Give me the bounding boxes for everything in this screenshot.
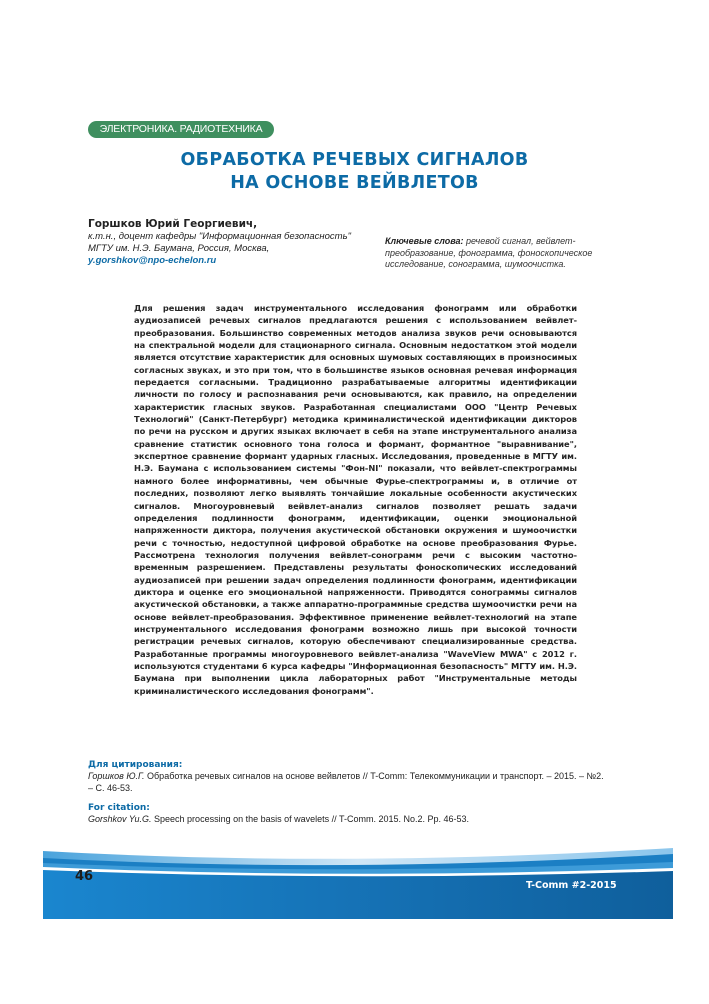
citation-en-author: Gorshkov Yu.G. bbox=[88, 814, 152, 824]
article-title bbox=[100, 149, 609, 195]
keywords-block bbox=[385, 236, 635, 271]
page-number: 46 bbox=[75, 869, 94, 884]
citation-ru bbox=[88, 760, 608, 794]
citation-ru-text bbox=[88, 771, 608, 794]
citation-en-body: Speech processing on the basis of wavelets // T-Comm. 2015. No.2. Pp. 46-53. bbox=[151, 814, 470, 824]
author-name: Горшков Юрий Георгиевич, bbox=[88, 218, 258, 230]
keywords-text: речевой сигнал, вейвлет-преобразование, фонограмма, фоноскопическое исследование, сонограмма, шумоочистка. bbox=[385, 236, 593, 270]
author-position: к.т.н., доцент кафедры "Информационная безопасность" bbox=[88, 231, 351, 242]
author-affiliation: МГТУ им. Н.Э. Баумана, Россия, Москва, bbox=[88, 243, 270, 254]
author-block bbox=[88, 218, 378, 267]
citation-ru-body: Обработка речевых сигналов на основе вейвлетов // T-Comm: Телекоммуникации и транспорт. – 2015. – №2. – С. 46-53. bbox=[88, 771, 604, 793]
citation-en bbox=[88, 803, 608, 826]
title-line-1: ОБРАБОТКА РЕЧЕВЫХ СИГНАЛОВ bbox=[180, 150, 529, 170]
keywords-label: Ключевые слова: bbox=[385, 236, 464, 246]
citation-en-heading: For citation: bbox=[88, 803, 150, 813]
journal-issue-label: T-Comm #2-2015 bbox=[526, 880, 617, 891]
title-line-2: НА ОСНОВЕ ВЕЙВЛЕТОВ bbox=[230, 173, 479, 193]
citation-ru-author: Горшков Ю.Г. bbox=[88, 771, 145, 781]
citation-en-text bbox=[88, 814, 608, 826]
abstract-text: Для решения задач инструментального исследования фонограмм или обработки аудиозаписей речевых сигналов предлагаются решения с использованием вейвлет-преобразования. Большинство современных методов анализа звуков речи основываются на спектральной модели для стационарного сигнала. Основным недостатком этой модели является отсутствие характеристик для основных шумовых составляющих в произносимых согласных звуках, и это при том, что в большинстве языков основная речевая информация передается согласными. Традиционно разрабатываемые алгоритмы идентификации личности по голосу и распознавания речи основываются, как правило, на определении характеристик гласных звуков. Разработанная специалистами ООО "Центр Речевых Технологий" (Санкт-Петербург) методика криминалистической идентификации дикторов по речи на русском и других языках включает в себя на этапе инструментального анализа сравнение статистик основного тона голоса и формант, формантное "выравнивание", экспертное сравнение формант ударных гласных. Исследования, проведенные в МГТУ им. Н.Э. Баумана с использованием системы "Фон-NI" показали, что вейвлет-спектрограммы намного более информативны, чем обычные Фурье-спектрограммы и, в отличие от последних, позволяют легко выявлять тончайшие локальные особенности акустических сигналов. Многоуровневый вейвлет-анализ сигналов позволяет решать задачи определения подлинности фонограмм, идентификации, оценки эмоциональной напряженности диктора, получения акустической обстановки окружения и шумоочистки речи с точностью, недоступной цифровой обработке на основе преобразования Фурье. Рассмотрена технология получения вейвлет-сонограмм речи с высоким частотно-временным разрешением. Представлены результаты фоноскопических исследований аудиозаписей при решении задач определения подлинности фонограмм, идентификации диктора и оценке его эмоциональной напряженности. Приводятся сонограммы сигналов акустической обстановки, а также аппаратно-программные средства шумоочистки речи на основе вейвлет-преобразования. Эффективное применение вейвлет-технологий на этапе инструментального исследования фонограмм возможно лишь при высокой точности регистрации речевых сигналов, которую обеспечивают специализированные средства. Разработанные программы многоуровневого вейвлет-анализа "WaveView MWA" с 2012 г. используются студентами 6 курса кафедры "Информационная безопасность" МГТУ им. Н.Э. Баумана при выполнении цикла лабораторных работ "Инструментальные методы криминалистического исследования фонограмм". bbox=[134, 303, 577, 696]
author-email-link[interactable]: y.gorshkov@npo-echelon.ru bbox=[88, 255, 217, 266]
section-badge: ЭЛЕКТРОНИКА. РАДИОТЕХНИКА bbox=[88, 121, 274, 138]
citation-ru-heading: Для цитирования: bbox=[88, 760, 183, 770]
